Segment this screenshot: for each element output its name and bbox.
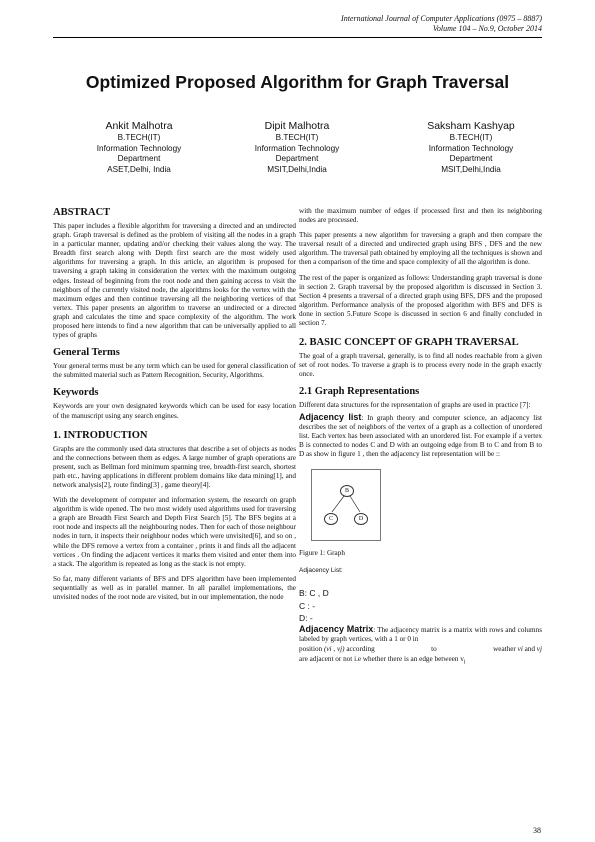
edge-b-d bbox=[350, 496, 360, 512]
author-name: Ankit Malhotra bbox=[105, 120, 173, 132]
author-name: Saksham Kashyap bbox=[427, 120, 515, 132]
author-dept: Information Technology bbox=[428, 143, 514, 153]
graph-representations-text: Different data structures for the representation of graphs are used in practice [7]: bbox=[299, 401, 531, 410]
left-column bbox=[53, 207, 296, 608]
author-degree: B.TECH(IT) bbox=[117, 133, 161, 142]
author-degree: B.TECH(IT) bbox=[449, 133, 493, 142]
intro-paragraph-3: So far, many different variants of BFS and DFS algorithm have been implemented sequentially as well as in parallel manner. In all parallel implementations, the unvisited nodes of the root node are visited, but in our implementation, the node bbox=[53, 574, 296, 601]
text: position bbox=[299, 644, 323, 653]
adjacency-matrix-label: Adjacency Matrix bbox=[299, 623, 374, 634]
subscript: i bbox=[463, 659, 466, 666]
author-inst: MSIT,Delhi,India bbox=[267, 164, 327, 174]
basic-concept-text: The goal of a graph traversal, generally, is to find all nodes reachable from a given set of root nodes. To traverse a graph is to process every node in the graph exactly once. bbox=[299, 352, 542, 379]
figure-graph bbox=[311, 469, 381, 541]
figure-caption: Figure 1: Graph bbox=[299, 548, 345, 557]
text: to bbox=[431, 644, 437, 653]
general-terms-heading: General Terms bbox=[53, 347, 120, 359]
header-rule bbox=[53, 37, 542, 38]
author-1 bbox=[64, 120, 214, 175]
journal-header bbox=[341, 14, 542, 34]
intro-paragraph-1: Graphs are the commonly used data structures that describe a set of objects as nodes and the connections between them as edges. A large number of graph operations are present, such as Bellman ford minimum spanning tree, breadth-first search, shortest path etc., having applications in different problem domains like data mining[1], and network analysis[2], route finding[3] , game theory[4]. bbox=[53, 444, 296, 489]
adjacency-list-title: Adjacency List: bbox=[299, 567, 343, 575]
adjacency-list-label: Adjacency list bbox=[299, 411, 362, 422]
adjacency-entry: C : - bbox=[299, 600, 316, 611]
adjacency-entry: B: C , D bbox=[299, 588, 329, 599]
paper-title: Optimized Proposed Algorithm for Graph Traversal bbox=[85, 72, 510, 92]
math-vi: vi bbox=[517, 644, 523, 653]
edge-b-c bbox=[332, 496, 344, 512]
general-terms-text: Your general terms must be any term which can be used for general classification of the submitted material such as Pattern Recognition, Security, Algorithms. bbox=[53, 362, 296, 380]
introduction-heading: 1. INTRODUCTION bbox=[53, 429, 148, 441]
author-dept: Information Technology bbox=[96, 143, 182, 153]
author-inst: ASET,Delhi, India bbox=[107, 164, 171, 174]
author-2 bbox=[222, 120, 372, 175]
author-degree: B.TECH(IT) bbox=[275, 133, 319, 142]
graph-node-b: B bbox=[340, 485, 354, 497]
graph-node-d: D bbox=[354, 513, 368, 525]
paragraph: This paper presents a new algorithm for traversing a graph and then compare the traversal result of a directed and undirected graph using BFS , DFS and the new algorithm. The traversal path obtained by employing all the techniques is shown and then a comparison of the time and space complexity of all the algorithm is done. bbox=[299, 231, 542, 267]
journal-name: International Journal of Computer Applications (0975 – 8887) bbox=[341, 14, 542, 23]
right-column bbox=[299, 207, 542, 667]
graph-node-c: C bbox=[324, 513, 338, 525]
basic-concept-heading: 2. BASIC CONCEPT OF GRAPH TRAVERSAL bbox=[299, 337, 519, 349]
continued-paragraph: with the maximum number of edges if processed first and then its neighboring nodes are processed. bbox=[299, 207, 542, 225]
adjacency-matrix-paragraph bbox=[299, 625, 542, 644]
math-position: (vi , vj) bbox=[323, 644, 345, 653]
text: and bbox=[524, 644, 535, 653]
author-dept: Information Technology bbox=[254, 143, 340, 153]
intro-paragraph-2: With the development of computer and information system, the research on graph algorithm is wide opened. The two most widely used algorithms used for traversing a graph are Breadth First Search and Depth First Search [5]. The BFS begins at a root node and inspects all the neighbouring nodes. Then for each of those neighbour nodes in turn, it inspects their neighbour nodes which were unvisited[6], and so on , while the DFS remove a vertex from a container , prints it and finds all the adjacent vertices . On finding the adjacent vertices it marks them visited and enter them into a stack. The algorithm is repeated as long as the stack is not empty. bbox=[53, 496, 296, 568]
graph-edges bbox=[312, 470, 380, 540]
author-name: Dipit Malhotra bbox=[264, 120, 330, 132]
text: weather bbox=[493, 644, 516, 653]
abstract-text: This paper includes a flexible algorithm for traversing a directed and an undirected graph. Graph traversal is defined as the problem of visiting all the nodes in a graph in a particular manner, updating and/or checking their values along the way. The Breadth first search along with Depth first search are the most widely used algorithms for traversing a graph. In this article, an algorithm is proposed for traversing a graph taking in consideration the vertex with the maximum outgoing edges. Instead of beginning from the root node and then gaining access to visit the neighbors of the currently visited node, the algorithms looks for the vertex with the maximum edges and then continue traversing all the neighboring vertices of that vertex. This paper presents an algorithm to traverse an undirected or a directed graph and calculates the time and space complexity of the algorithm. The work proposed here intends to find a new algorithm that can be universally applied to all types of graphs bbox=[53, 222, 296, 340]
adjacency-matrix-text: : The adjacency matrix is a matrix with rows and columns labeled by graph vertices, with a 1 or 0 in bbox=[299, 625, 542, 643]
author-dept2: Department bbox=[275, 154, 319, 164]
graph-representations-heading: 2.1 Graph Representations bbox=[299, 386, 420, 398]
paragraph: The rest of the paper is organized as follows: Understanding graph traversal is done in section 2. Graph traversal by the proposed algorithm is discussed in Section 3. Section 4 presents a traversal of a directed graph using BFS, DFS and the proposed algorithm. Performance analysis of the proposed algorithm with BFS and DFS is done in section 5.Future Scope is discussed in section 6 and finally concluded in section 7. bbox=[299, 273, 542, 328]
author-3 bbox=[396, 120, 546, 175]
adjacency-entry: D: - bbox=[299, 613, 313, 624]
abstract-heading: ABSTRACT bbox=[53, 207, 111, 218]
adjacency-matrix-continued bbox=[299, 655, 542, 668]
author-inst: MSIT,Delhi,India bbox=[441, 164, 501, 174]
text: are adjacent or not i.e whether there is an edge between v bbox=[299, 654, 464, 663]
math-vj: vj bbox=[536, 644, 542, 653]
text: according bbox=[346, 644, 375, 653]
adjacency-matrix-line bbox=[299, 645, 542, 654]
adjacency-list-paragraph bbox=[299, 413, 542, 459]
page-number: 38 bbox=[533, 826, 541, 835]
journal-volume: Volume 104 – No.9, October 2014 bbox=[432, 24, 542, 33]
author-dept2: Department bbox=[449, 154, 493, 164]
keywords-text: Keywords are your own designated keywords which can be used for easy location of the manuscript using any search engines. bbox=[53, 402, 296, 420]
author-dept2: Department bbox=[117, 154, 161, 164]
adjacency-list-text: : In graph theory and computer science, an adjacency list describes the set of neighbors of the vertex of a graph as a collection of unordered list. Each vertex has been associated with an unordered list. For example if a vertex B is connected to nodes C and D with an outgoing edge from B to C and from B to D as show in figure 1 , then the adjacency list representation will be :: bbox=[299, 413, 543, 458]
keywords-heading: Keywords bbox=[53, 387, 99, 399]
